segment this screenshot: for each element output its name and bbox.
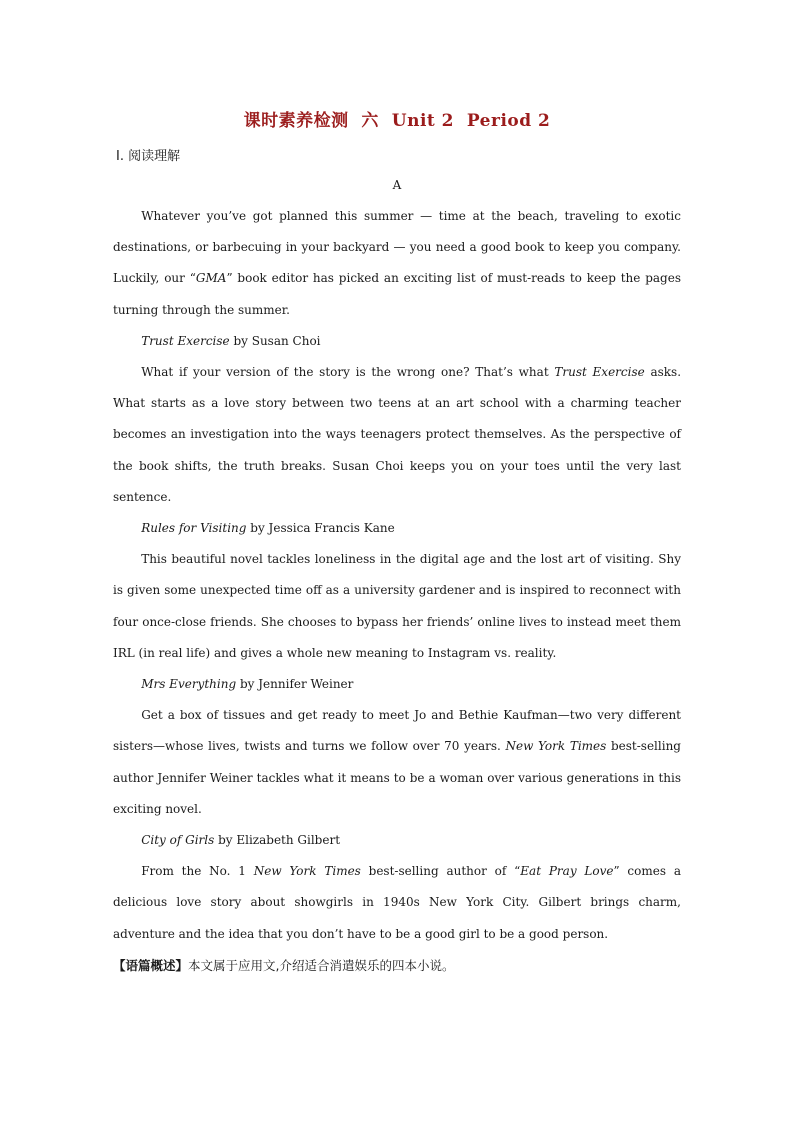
- book-heading: [113, 513, 681, 544]
- book-description: This beautiful novel tackles loneliness in the digital age and the lost art of visiting. Shy is given some unexpected time off as a university gardener and is inspired to reconnect with four once-close friends. She chooses to bypass her friends’ online lives to instead meet them IRL (in real life) and gives a whole new meaning to Instagram vs. reality.: [113, 552, 681, 660]
- book-title: Rules for Visiting: [141, 521, 247, 536]
- book-author: by Elizabeth Gilbert: [214, 833, 341, 848]
- book-heading: [113, 326, 681, 357]
- book-description: From the No. 1 New York Times best-selling author of “Eat Pray Love” comes a delicious love story about showgirls in 1940s New York City. Gilbert brings charm, adventure and the idea that you don’t have to be a good girl to be a good person.: [113, 864, 681, 941]
- summary-text: 本文属于应用文,介绍适合消遣娱乐的四本小说。: [188, 957, 455, 973]
- section-heading: Ⅰ. 阅读理解: [116, 149, 181, 164]
- passage-body: [113, 201, 681, 981]
- book-author: by Jennifer Weiner: [236, 677, 354, 692]
- book-description: Get a box of tissues and get ready to meet Jo and Bethie Kaufman—two very different sisters—whose lives, twists and turns we follow over 70 years. New York Times best-selling author Jennifer Weiner tackles what it means to be a woman over various generations in this exciting novel.: [113, 708, 681, 816]
- intro-paragraph: Whatever you’ve got planned this summer — time at the beach, traveling to exotic destinations, or barbecuing in your backyard — you need a good book to keep you company. Luckily, our “GMA” book editor has picked an exciting list of must-reads to keep the pages turning through the summer.: [113, 209, 681, 317]
- passage-letter: A: [392, 178, 402, 192]
- book-title: Mrs Everything: [141, 677, 237, 692]
- page-title: 课时素养检测 六 Unit 2 Period 2: [243, 111, 551, 131]
- passage-summary: [113, 950, 681, 981]
- book-heading: [113, 825, 681, 856]
- book-author: by Susan Choi: [229, 333, 321, 348]
- book-description: What if your version of the story is the wrong one? That’s what Trust Exercise asks. What starts as a love story between two teens at an art school with a charming teacher becomes an investigation into the ways teenagers protect themselves. As the perspective of the book shifts, the truth breaks. Susan Choi keeps you on your toes until the very last sentence.: [113, 365, 682, 504]
- summary-tag: 【语篇概述】: [113, 957, 189, 973]
- book-author: by Jessica Francis Kane: [246, 521, 395, 536]
- book-title: Trust Exercise: [141, 333, 230, 348]
- book-title: City of Girls: [141, 833, 215, 848]
- book-heading: [113, 669, 681, 700]
